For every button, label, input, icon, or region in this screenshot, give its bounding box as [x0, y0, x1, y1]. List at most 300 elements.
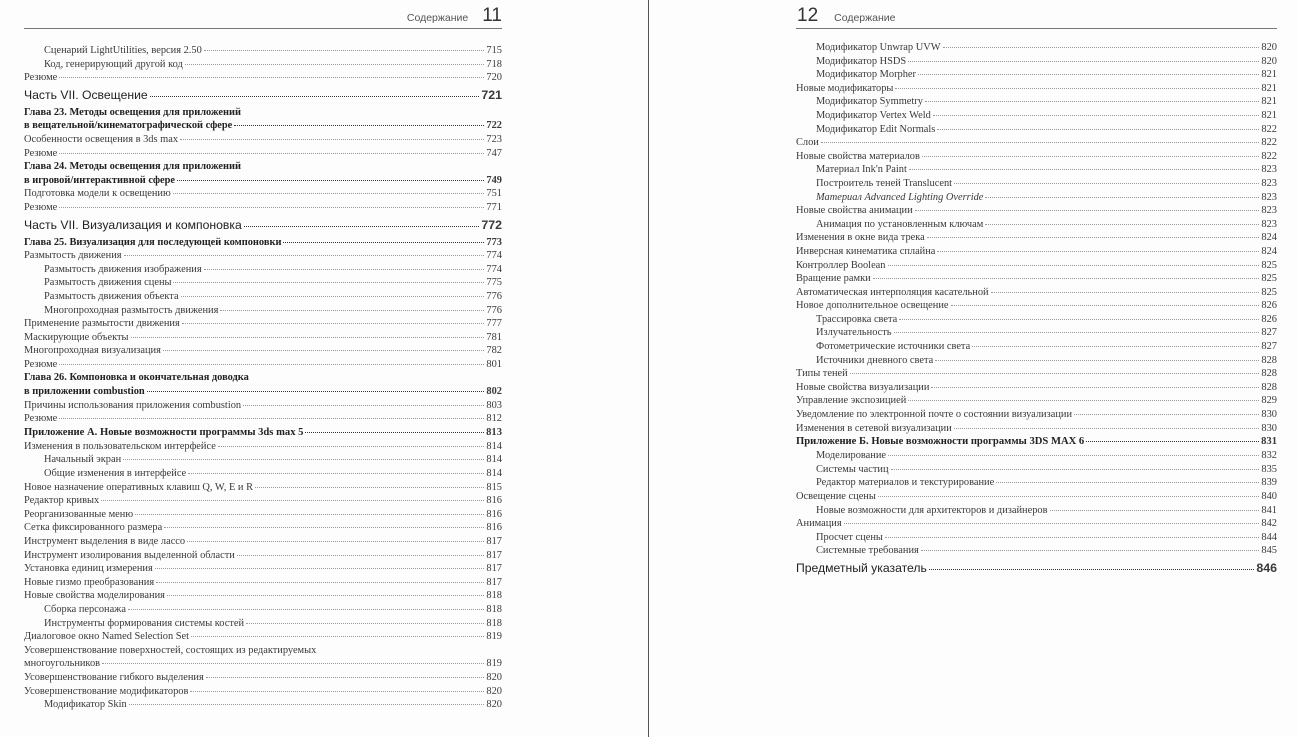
toc-page-number: 802: [486, 386, 502, 398]
toc-entry-title: Глава 25. Визуализация для последующей компоновки: [24, 236, 282, 248]
toc-entry-title: Диалоговое окно Named Selection Set: [24, 631, 190, 643]
toc-entry-title: Новые гизмо преобразования: [24, 576, 155, 588]
toc-entry-title: Модификатор Unwrap UVW: [816, 42, 941, 53]
toc-page-number: 825: [1261, 286, 1277, 298]
toc-page-number: 818: [486, 603, 502, 615]
toc-page-number: 816: [486, 522, 502, 534]
toc-entry-title: многоугольников: [24, 658, 101, 670]
toc-entry-title: Установка единиц измерения: [24, 563, 153, 575]
toc-dot-leader: [187, 541, 484, 542]
toc-page-number: 823: [1261, 191, 1277, 203]
toc-dot-leader: [237, 555, 485, 556]
toc-entry: [24, 412, 502, 426]
toc-dot-leader: [985, 197, 1259, 198]
toc-entry: [796, 354, 1277, 368]
toc-entry-title: Новые свойства визуализации: [796, 381, 930, 393]
toc-entry-title: Код, генерирующий другой код: [44, 58, 183, 70]
toc-dot-leader: [1074, 414, 1259, 415]
toc-dot-leader: [191, 636, 484, 637]
toc-entry: [24, 685, 502, 699]
toc-dot-leader: [164, 527, 484, 528]
toc-entry: [796, 544, 1277, 558]
toc-entry-title: Особенности освещения в 3ds max: [24, 133, 179, 145]
toc-page-number: 835: [1261, 463, 1277, 475]
toc-page-number: 817: [486, 576, 502, 588]
toc-page-number: 718: [486, 58, 502, 70]
toc-page-number: 828: [1261, 381, 1277, 393]
toc-chapter-entry: [24, 174, 502, 188]
toc-dot-leader: [844, 523, 1260, 524]
toc-page-number: 830: [1261, 409, 1277, 421]
toc-dot-leader: [922, 156, 1260, 157]
toc-page-number: 821: [1261, 96, 1277, 108]
toc-page-number: 846: [1256, 560, 1277, 575]
toc-entry: [24, 249, 502, 263]
toc-entry: [796, 109, 1277, 123]
toc-entry-title: Изменения в сетевой визуализации: [796, 422, 952, 434]
toc-dot-leader: [167, 595, 484, 596]
toc-dot-leader: [951, 305, 1260, 306]
toc-entry: [24, 481, 502, 495]
toc-entry: [796, 55, 1277, 69]
toc-entry: [24, 494, 502, 508]
toc-dot-leader: [129, 704, 485, 705]
toc-entry-title: Инструменты формирования системы костей: [44, 617, 245, 629]
toc-page-number: 821: [1261, 109, 1277, 121]
toc-chapter-entry: [24, 236, 502, 250]
toc-entry-title: Слои: [796, 137, 819, 149]
toc-dot-leader: [188, 473, 484, 474]
left-page-number: 11: [482, 5, 502, 26]
toc-entry-title: Предметный указатель: [796, 560, 927, 575]
toc-page-number: 774: [486, 263, 502, 275]
toc-dot-leader: [128, 609, 484, 610]
toc-page-number: 828: [1261, 354, 1277, 366]
toc-entry-title: Построитель теней Translucent: [816, 177, 953, 189]
toc-page-number: 841: [1261, 504, 1277, 516]
toc-page-number: 747: [486, 147, 502, 159]
toc-page-number: 776: [486, 290, 502, 302]
toc-entry: [24, 535, 502, 549]
toc-entry-title: Фотометрические источники света: [816, 341, 971, 353]
toc-page-number: 817: [486, 563, 502, 575]
toc-entry: [24, 521, 502, 535]
toc-dot-leader: [150, 96, 480, 97]
toc-entry: [796, 245, 1277, 259]
toc-entry-title: Резюме: [24, 201, 58, 213]
toc-entry-title: Причины использования приложения combustion: [24, 399, 242, 411]
toc-entry: [796, 422, 1277, 436]
toc-entry: [24, 630, 502, 644]
toc-page-number: 828: [1261, 368, 1277, 380]
toc-entry: [796, 150, 1277, 164]
toc-dot-leader: [155, 568, 485, 569]
toc-dot-leader: [185, 64, 485, 65]
toc-dot-leader: [937, 251, 1259, 252]
toc-dot-leader: [204, 269, 485, 270]
toc-entry: [24, 304, 502, 318]
left-header-title: Содержание: [406, 12, 469, 24]
toc-dot-leader: [305, 432, 484, 433]
toc-appendix-entry: [796, 435, 1277, 449]
toc-entry-title: Материал Advanced Lighting Override: [816, 191, 984, 203]
toc-entry-title: Приложение А. Новые возможности программы 3ds max 5: [24, 426, 304, 438]
toc-dot-leader: [283, 242, 484, 243]
toc-entry-title: Размытость движения: [24, 250, 122, 262]
toc-page-number: 824: [1261, 245, 1277, 257]
toc-entry-title: Модификатор Morpher: [816, 69, 916, 81]
toc-entry: [24, 399, 502, 413]
toc-entry: [796, 313, 1277, 327]
toc-dot-leader: [908, 61, 1259, 62]
toc-dot-leader: [972, 346, 1259, 347]
toc-page-number: 773: [486, 236, 502, 248]
toc-entry: [24, 58, 502, 72]
toc-dot-leader: [878, 496, 1260, 497]
toc-dot-leader: [894, 332, 1260, 333]
toc-entry-title: Изменения в пользовательском интерфейсе: [24, 440, 216, 452]
toc-entry: [24, 617, 502, 631]
toc-entry: [796, 517, 1277, 531]
toc-page-number: 823: [1261, 205, 1277, 217]
right-page: [649, 0, 1297, 737]
toc-page-number: 820: [1261, 55, 1277, 67]
toc-entry: [796, 340, 1277, 354]
toc-entry: [796, 531, 1277, 545]
toc-entry: [796, 449, 1277, 463]
toc-entry-title: Анимация: [796, 518, 842, 530]
toc-dot-leader: [925, 101, 1259, 102]
toc-entry: [24, 508, 502, 522]
toc-dot-leader: [124, 255, 485, 256]
toc-dot-leader: [943, 47, 1260, 48]
toc-page-number: 817: [486, 549, 502, 561]
toc-entry-title: Маскирующие объекты: [24, 331, 129, 343]
toc-entry-title: Новые свойства моделирования: [24, 590, 165, 602]
toc-entry: [24, 331, 502, 345]
toc-entry: [796, 326, 1277, 340]
toc-entry-title: Моделирование: [816, 450, 887, 462]
toc-page-number: 822: [1261, 150, 1277, 162]
toc-page-number: 817: [486, 536, 502, 547]
toc-entry: [796, 367, 1277, 381]
toc-page-number: 821: [1261, 69, 1277, 81]
toc-page-number: 820: [486, 671, 502, 683]
toc-page-number: 776: [486, 304, 502, 316]
left-running-head: [407, 5, 502, 27]
toc-entry-title: Реорганизованные меню: [24, 508, 134, 520]
toc-dot-leader: [177, 180, 484, 181]
toc-page-number: 818: [486, 617, 502, 629]
toc-dot-leader: [937, 129, 1259, 130]
toc-page-number: 831: [1261, 436, 1277, 448]
toc-page-number: 830: [1261, 422, 1277, 434]
right-running-head: [797, 5, 896, 27]
toc-entry: [796, 204, 1277, 218]
toc-page-number: 822: [1261, 137, 1277, 149]
toc-dot-leader: [921, 550, 1260, 551]
toc-entry: [24, 549, 502, 563]
toc-dot-leader: [888, 265, 1260, 266]
toc-entry-title: Инверсная кинематика сплайна: [796, 245, 936, 257]
toc-page-number: 829: [1261, 395, 1277, 407]
toc-entry: [24, 71, 502, 85]
toc-dot-leader: [873, 278, 1260, 279]
right-page-number: 12: [797, 5, 819, 26]
toc-page-number: 772: [481, 217, 502, 232]
toc-entry: [24, 589, 502, 603]
toc-entry: [24, 467, 502, 481]
toc-entry-title: Часть VII. Освещение: [24, 87, 148, 102]
toc-entry-title: Сборка персонажа: [44, 603, 126, 615]
toc-dot-leader: [909, 169, 1260, 170]
toc-page-number: 827: [1261, 327, 1277, 339]
toc-entry-title: Сетка фиксированного размера: [24, 522, 163, 534]
toc-entry-title: Системы частиц: [816, 463, 889, 475]
toc-entry-title: Размытость движения сцены: [44, 277, 172, 289]
toc-entry-line: [24, 160, 502, 174]
toc-dot-leader: [985, 224, 1259, 225]
toc-page-number: 720: [486, 72, 502, 84]
toc-dot-leader: [954, 183, 1259, 184]
toc-entry: [796, 231, 1277, 245]
toc-entry-title: Редактор материалов и текстурирование: [816, 477, 995, 489]
toc-page-number: 749: [486, 174, 502, 186]
toc-dot-leader: [895, 88, 1259, 89]
toc-page-number: 814: [486, 440, 502, 452]
toc-page-number: 803: [486, 399, 502, 411]
toc-dot-leader: [935, 360, 1259, 361]
toc-entry-title: Новые свойства анимации: [796, 205, 913, 217]
toc-entry-title: Изменения в окне вида трека: [796, 232, 925, 244]
toc-dot-leader: [927, 237, 1260, 238]
toc-dot-leader: [885, 537, 1260, 538]
toc-entry-title: Многопроходная размытость движения: [44, 304, 219, 316]
toc-entry-title: Приложение Б. Новые возможности программы 3DS MAX 6: [796, 436, 1085, 448]
toc-page-number: 775: [486, 277, 502, 289]
toc-page-number: 840: [1261, 491, 1277, 502]
toc-page-number: 812: [486, 413, 502, 425]
toc-dot-leader: [888, 455, 1259, 456]
toc-dot-leader: [218, 446, 485, 447]
toc-dot-leader: [891, 469, 1260, 470]
right-header-rule: [796, 28, 1277, 29]
toc-entry: [796, 95, 1277, 109]
toc-dot-leader: [915, 210, 1260, 211]
toc-entry-title: Модификатор Symmetry: [816, 96, 923, 108]
toc-entry-title: Размытость движения объекта: [44, 290, 179, 302]
toc-page-number: 814: [486, 454, 502, 466]
toc-page-number: 823: [1261, 218, 1277, 230]
toc-entry-line: [24, 371, 502, 385]
toc-page-number: 801: [486, 358, 502, 370]
toc-page-number: 820: [486, 685, 502, 697]
toc-entry: [24, 562, 502, 576]
toc-page-number: 782: [486, 345, 502, 357]
toc-entry-title: Новое дополнительное освещение: [796, 300, 949, 312]
toc-dot-leader: [59, 418, 484, 419]
toc-page-number: 777: [486, 318, 502, 330]
toc-page-number: 839: [1261, 477, 1277, 489]
toc-entry: [24, 671, 502, 685]
toc-page-number: 815: [486, 481, 502, 493]
toc-dot-leader: [131, 337, 485, 338]
toc-entry-title: Уведомление по электронной почте о состоянии визуализации: [796, 409, 1073, 421]
toc-entry: [796, 299, 1277, 313]
toc-entry: [24, 344, 502, 358]
toc-dot-leader: [918, 74, 1259, 75]
right-header-title: Содержание: [834, 12, 896, 24]
toc-dot-leader: [147, 391, 485, 392]
toc-entry-title: Модификатор HSDS: [816, 55, 907, 67]
toc-entry: [796, 272, 1277, 286]
toc-entry-title: Новые модификаторы: [796, 82, 894, 94]
toc-entry: [796, 394, 1277, 408]
toc-entry-title: Модификатор Skin: [44, 699, 127, 711]
toc-entry: [24, 187, 502, 201]
toc-entry-title-line1: Усовершенствование поверхностей, состоящих из редактируемых: [24, 644, 317, 656]
toc-dot-leader: [929, 569, 1254, 570]
toc-dot-leader: [244, 226, 480, 227]
toc-entry-title: Трассировка света: [816, 313, 898, 325]
toc-dot-leader: [234, 125, 484, 126]
toc-entry-title: Излучательность: [816, 327, 892, 339]
toc-page-number: 813: [486, 426, 502, 438]
toc-entry: [796, 381, 1277, 395]
toc-dot-leader: [101, 500, 484, 501]
left-page: [0, 0, 648, 737]
toc-entry-title: Вращение рамки: [796, 273, 871, 285]
toc-dot-leader: [850, 373, 1260, 374]
toc-page-number: 827: [1261, 341, 1277, 353]
toc-dot-leader: [821, 142, 1260, 143]
toc-entry: [796, 504, 1277, 518]
toc-entry-title: Управление экспозицией: [796, 395, 907, 407]
toc-appendix-entry: [24, 426, 502, 440]
toc-dot-leader: [102, 663, 484, 664]
toc-entry-title: Резюме: [24, 358, 58, 370]
toc-part-entry: [796, 558, 1277, 579]
toc-dot-leader: [1050, 510, 1260, 511]
toc-dot-leader: [156, 582, 484, 583]
toc-entry-title: Часть VII. Визуализация и компоновка: [24, 217, 242, 232]
toc-entry-title: Новые возможности для архитекторов и дизайнеров: [816, 504, 1048, 516]
right-toc-list: [796, 41, 1277, 579]
toc-dot-leader: [173, 282, 484, 283]
toc-page-number: 826: [1261, 300, 1277, 312]
toc-entry: [796, 163, 1277, 177]
toc-entry-title: в приложении combustion: [24, 386, 145, 398]
toc-dot-leader: [204, 50, 485, 51]
toc-entry: [24, 133, 502, 147]
toc-entry: [24, 44, 502, 58]
toc-entry: [796, 463, 1277, 477]
toc-entry-line: [24, 106, 502, 120]
toc-page-number: 820: [486, 699, 502, 711]
toc-dot-leader: [899, 319, 1259, 320]
toc-dot-leader: [182, 323, 485, 324]
toc-entry-title: Модификатор Edit Normals: [816, 123, 936, 135]
toc-dot-leader: [954, 428, 1260, 429]
toc-entry-title: Многопроходная визуализация: [24, 345, 161, 357]
toc-page-number: 823: [1261, 177, 1277, 189]
toc-entry: [24, 276, 502, 290]
toc-entry-title-line1: Глава 23. Методы освещения для приложений: [24, 106, 241, 118]
toc-entry-title: Инструмент выделения в виде лассо: [24, 536, 186, 547]
toc-page-number: 771: [486, 201, 502, 213]
toc-entry: [24, 576, 502, 590]
toc-entry-title-line1: Глава 24. Методы освещения для приложений: [24, 161, 241, 173]
toc-page-number: 845: [1261, 545, 1277, 557]
toc-dot-leader: [908, 400, 1259, 401]
toc-entry-title: Просчет сцены: [816, 531, 883, 543]
toc-entry: [796, 286, 1277, 300]
toc-entry: [796, 82, 1277, 96]
toc-entry-title: Размытость движения изображения: [44, 263, 202, 275]
toc-dot-leader: [255, 487, 484, 488]
toc-page-number: 751: [486, 188, 502, 200]
toc-entry: [796, 259, 1277, 273]
toc-dot-leader: [163, 350, 485, 351]
toc-entry-title: Новые свойства материалов: [796, 150, 920, 162]
toc-entry: [24, 317, 502, 331]
toc-entry: [24, 358, 502, 372]
toc-entry-title: Общие изменения в интерфейсе: [44, 468, 187, 480]
toc-entry: [24, 147, 502, 161]
toc-page-number: 819: [486, 631, 502, 643]
toc-entry-title: Резюме: [24, 147, 58, 159]
toc-page-number: 819: [486, 658, 502, 670]
toc-entry: [796, 191, 1277, 205]
toc-page-number: 816: [486, 508, 502, 520]
toc-dot-leader: [243, 405, 484, 406]
toc-entry-title: Подготовка модели к освещению: [24, 188, 171, 200]
toc-page-number: 814: [486, 468, 502, 480]
toc-entry-title: Новое назначение оперативных клавиш Q, W, E и R: [24, 481, 254, 493]
left-header-rule: [24, 28, 502, 29]
toc-entry-title: Анимация по установленным ключам: [816, 218, 984, 230]
toc-entry-title: Усовершенствование модификаторов: [24, 685, 189, 697]
toc-page-number: 844: [1261, 531, 1277, 543]
toc-entry-title: Усовершенствование гибкого выделения: [24, 671, 204, 683]
toc-page-number: 816: [486, 495, 502, 507]
toc-entry-title: Начальный экран: [44, 454, 122, 466]
toc-entry: [796, 408, 1277, 422]
toc-entry-title: Материал Ink'n Paint: [816, 164, 907, 176]
toc-entry: [24, 657, 502, 671]
toc-dot-leader: [173, 193, 485, 194]
toc-entry: [24, 698, 502, 712]
toc-entry-title: Источники дневного света: [816, 354, 934, 366]
toc-dot-leader: [246, 623, 484, 624]
toc-page-number: 826: [1261, 313, 1277, 325]
toc-entry-title: Сценарий LightUtilities, версия 2.50: [44, 45, 202, 56]
toc-entry: [24, 201, 502, 215]
toc-entry: [24, 453, 502, 467]
toc-entry: [24, 603, 502, 617]
toc-entry: [24, 440, 502, 454]
toc-dot-leader: [181, 296, 485, 297]
toc-page-number: 715: [486, 45, 502, 56]
toc-part-entry: [24, 215, 502, 236]
toc-dot-leader: [59, 153, 484, 154]
toc-page-number: 825: [1261, 273, 1277, 285]
toc-entry-title-line1: Глава 26. Компоновка и окончательная доводка: [24, 372, 249, 384]
toc-entry: [796, 476, 1277, 490]
toc-entry: [796, 218, 1277, 232]
toc-chapter-entry: [24, 385, 502, 399]
toc-entry-title: Резюме: [24, 413, 58, 425]
